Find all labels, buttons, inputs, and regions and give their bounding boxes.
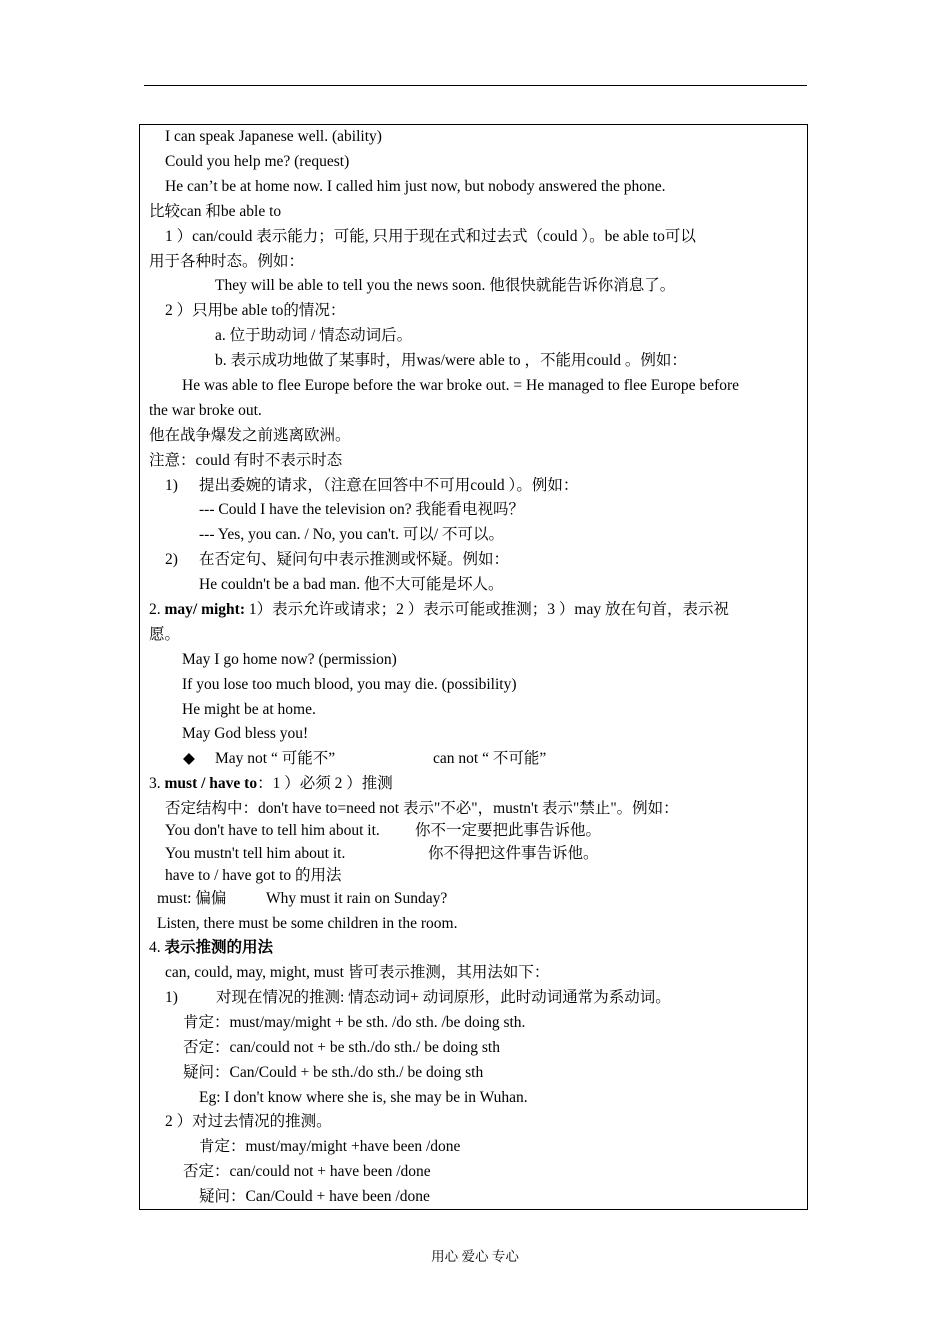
text-line: 他在战争爆发之前逃离欧洲。 xyxy=(149,427,351,444)
list-number: 1) xyxy=(165,477,178,494)
text-line: 2 ）对过去情况的推测。 xyxy=(165,1113,332,1130)
section-number: 3. xyxy=(149,775,165,792)
text-line: can, could, may, might, must 皆可表示推测，其用法如下： xyxy=(165,964,550,981)
text-line: 肯定：must/may/might + be sth. /do sth. /be doing sth. xyxy=(183,1014,526,1031)
text-line: Why must it rain on Sunday? xyxy=(266,890,448,907)
header-rule xyxy=(144,85,807,86)
text-line: 你不一定要把此事告诉他。 xyxy=(415,822,602,839)
section-title: may/ might: xyxy=(164,601,246,618)
text-line: ：1 ）必须 2 ）推测 xyxy=(257,775,393,792)
text-line: 对现在情况的推测: 情态动词+ 动词原形，此时动词通常为系动词。 xyxy=(216,989,671,1006)
text-line: 在否定句、疑问句中表示推测或怀疑。例如： xyxy=(199,551,510,568)
text-line: b. 表示成功地做了某事时，用was/were able to ，不能用could 。例如： xyxy=(215,352,687,369)
text-line: --- Yes, you can. / No, you can't. 可以/ 不可以。 xyxy=(199,526,505,543)
text-line: You mustn't tell him about it. xyxy=(165,845,346,862)
text-line: must: 偏偏 xyxy=(157,890,227,907)
text-line: They will be able to tell you the news soon. 他很快就能告诉你消息了。 xyxy=(215,277,676,294)
text-line: 你不得把这件事告诉他。 xyxy=(428,845,599,862)
text-line: 提出委婉的请求，（注意在回答中不可用could ）。例如： xyxy=(199,477,579,494)
text-line: have to / have got to 的用法 xyxy=(165,867,342,884)
text-line: May God bless you! xyxy=(182,725,309,742)
text-line: Listen, there must be some children in the room. xyxy=(157,915,458,932)
list-number: 1) xyxy=(165,989,178,1006)
section-title: 表示推测的用法 xyxy=(164,939,274,956)
text-line: Could you help me? (request) xyxy=(165,153,350,170)
text-line: 1 ）can/could 表示能力；可能, 只用于现在式和过去式（could ）。be able to可以 xyxy=(165,228,696,245)
text-line: 肯定：must/may/might +have been /done xyxy=(199,1138,461,1155)
text-line: He couldn't be a bad man. 他不大可能是坏人。 xyxy=(199,576,504,593)
text-line: a. 位于助动词 / 情态动词后。 xyxy=(215,327,413,344)
text-line: 疑问：Can/Could + have been /done xyxy=(199,1188,430,1205)
text-line: 否定：can/could not + be sth./do sth./ be doing sth xyxy=(183,1039,500,1056)
section-heading xyxy=(149,938,273,958)
text-line: 注意：could 有时不表示时态 xyxy=(149,452,343,469)
text-line: 愿。 xyxy=(149,626,181,643)
text-line: I can speak Japanese well. (ability) xyxy=(165,128,382,145)
text-line: the war broke out. xyxy=(149,402,262,419)
bullet-icon: ◆ xyxy=(183,750,195,767)
text-line: --- Could I have the television on? 我能看电视吗？ xyxy=(199,501,525,518)
text-line: He was able to flee Europe before the war broke out. = He managed to flee Europe before xyxy=(182,377,740,394)
section-heading xyxy=(149,600,729,620)
list-number: 2) xyxy=(165,551,178,568)
text-line: 1）表示允许或请求；2 ）表示可能或推测；3 ）may 放在句首，表示祝 xyxy=(245,601,729,618)
text-line: 2 ）只用be able to的情况： xyxy=(165,302,346,319)
text-line: He might be at home. xyxy=(182,701,316,718)
text-line: can not “ 不可能” xyxy=(433,750,547,767)
text-line: 否定：can/could not + have been /done xyxy=(183,1163,431,1180)
text-line: He can’t be at home now. I called him just now, but nobody answered the phone. xyxy=(165,178,666,195)
section-number: 4. xyxy=(149,939,165,956)
text-line: 疑问：Can/Could + be sth./do sth./ be doing sth xyxy=(183,1064,484,1081)
text-line: 用于各种时态。例如： xyxy=(149,253,305,270)
text-line: You don't have to tell him about it. xyxy=(165,822,380,839)
section-title: must / have to xyxy=(164,775,258,792)
text-line: 比较can 和be able to xyxy=(149,203,282,220)
text-line: May I go home now? (permission) xyxy=(182,651,397,668)
text-line: 否定结构中：don't have to=need not 表示"不必"，mustn't 表示"禁止"。例如： xyxy=(165,800,679,817)
section-heading xyxy=(149,774,393,794)
page-footer: 用心 爱心 专心 xyxy=(431,1249,519,1264)
text-line: If you lose too much blood, you may die. (possibility) xyxy=(182,676,517,693)
section-number: 2. xyxy=(149,601,165,618)
text-line: Eg: I don't know where she is, she may be in Wuhan. xyxy=(199,1089,528,1106)
text-line: May not “ 可能不” xyxy=(215,750,336,767)
